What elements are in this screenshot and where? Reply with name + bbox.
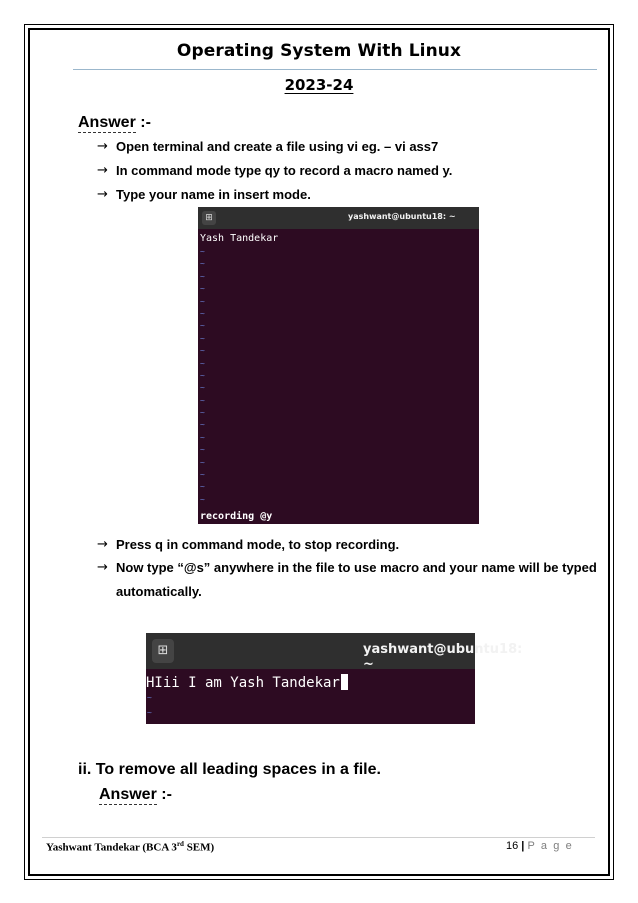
vim-empty-line-marker: ~ xyxy=(200,247,205,256)
list-item xyxy=(97,183,311,207)
vim-empty-line-marker: ~ xyxy=(200,408,205,418)
page-label: P a g e xyxy=(527,840,574,852)
answer-heading xyxy=(99,786,172,804)
answer-suffix: :- xyxy=(135,114,151,131)
terminal-screenshot-macro-result xyxy=(146,633,523,724)
right-arrow-icon: → xyxy=(97,537,108,552)
vim-empty-line-marker: ~ xyxy=(200,321,205,331)
answer-label: Answer xyxy=(99,786,157,803)
vim-empty-line-marker: ~ xyxy=(200,284,205,294)
terminal-text: HIii I am Yash Tandekar xyxy=(146,675,340,691)
terminal-screenshot-recording xyxy=(198,207,479,524)
footer-page-number xyxy=(506,840,573,852)
vim-empty-line-marker: ~ xyxy=(200,395,205,405)
answer-heading xyxy=(78,114,151,132)
answer-label: Answer xyxy=(78,114,136,131)
list-item-text: In command mode type qy to record a macro named y. xyxy=(116,163,453,178)
terminal-title: yashwant@ubuntu18: ~ xyxy=(363,642,523,672)
right-arrow-icon: → xyxy=(97,187,108,202)
right-arrow-icon: → xyxy=(97,560,108,575)
section-heading: ii. To remove all leading spaces in a file. xyxy=(78,761,381,778)
answer-suffix: :- xyxy=(156,786,172,803)
text-cursor xyxy=(341,674,348,690)
list-item xyxy=(97,533,399,557)
vim-empty-line-marker: ~ xyxy=(200,333,205,343)
terminal-text-line: Yash Tandekar xyxy=(200,233,279,244)
footer-author-tail: SEM) xyxy=(183,841,215,854)
vim-empty-line-marker: ~ xyxy=(200,346,205,356)
vim-empty-line-marker: ~ xyxy=(200,457,205,467)
page-title: Operating System With Linux xyxy=(176,41,462,61)
vim-empty-line-marker: ~ xyxy=(200,445,205,455)
terminal-title: yashwant@ubuntu18: ~ xyxy=(348,212,456,221)
vim-empty-line-marker: ~ xyxy=(200,370,205,380)
right-arrow-icon: → xyxy=(97,163,108,178)
footer-author-text: Yashwant Tandekar (BCA 3 xyxy=(46,841,177,854)
vim-empty-line-marker: ~ xyxy=(200,358,205,368)
academic-year xyxy=(0,76,638,94)
vim-status-line: recording @y xyxy=(200,511,273,522)
new-tab-icon: ⊞ xyxy=(152,639,174,663)
vim-empty-line-marker: ~ xyxy=(200,383,205,393)
academic-year-text: 2023-24 xyxy=(284,76,354,94)
list-item-text: Type your name in insert mode. xyxy=(116,187,311,202)
vim-empty-line-marker: ~ xyxy=(200,420,205,430)
list-item-text: Press q in command mode, to stop recording. xyxy=(116,537,400,552)
vim-empty-line-marker: ~ xyxy=(200,432,205,442)
vim-empty-line-markers xyxy=(200,246,210,506)
footer-author-sup: rd xyxy=(176,840,184,848)
terminal-title-bar xyxy=(198,207,479,229)
vim-empty-line-marker: ~ xyxy=(200,271,205,281)
vim-empty-line-marker: ~ xyxy=(147,708,152,717)
new-tab-icon: ⊞ xyxy=(202,211,216,225)
footer-author xyxy=(46,840,214,854)
list-item-text: Now type “@s” anywhere in the file to use macro and your name will be typed automatically. xyxy=(116,560,597,599)
page-separator: | xyxy=(518,840,528,852)
list-item xyxy=(97,556,607,604)
list-item xyxy=(97,159,452,183)
vim-empty-line-marker: ~ xyxy=(200,470,205,480)
vim-empty-line-marker: ~ xyxy=(200,482,205,492)
vim-empty-line-marker: ~ xyxy=(147,693,152,702)
vim-empty-line-marker: ~ xyxy=(200,296,205,306)
terminal-title-bar xyxy=(146,633,523,672)
footer-divider xyxy=(42,837,595,838)
vim-empty-line-marker: ~ xyxy=(200,259,205,269)
vim-empty-line-marker: ~ xyxy=(200,494,205,504)
header-divider xyxy=(73,69,597,70)
list-item-text: Open terminal and create a file using vi eg. – vi ass7 xyxy=(116,139,439,154)
right-arrow-icon: → xyxy=(97,139,108,154)
list-item xyxy=(97,135,438,159)
vim-empty-line-marker: ~ xyxy=(200,308,205,318)
terminal-text-line xyxy=(146,674,348,691)
page-number: 16 xyxy=(506,840,519,852)
